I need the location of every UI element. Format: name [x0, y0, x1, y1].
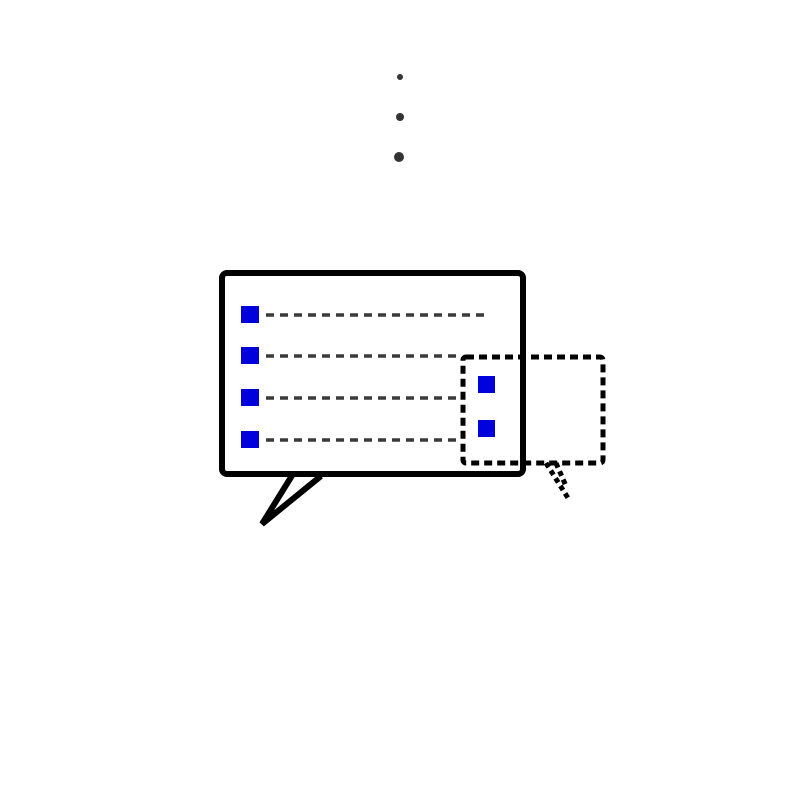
main-speech-bubble	[222, 273, 523, 524]
thinking-dots	[394, 74, 404, 162]
list-bullet	[478, 420, 495, 437]
list-bullet	[241, 431, 259, 448]
thinking-dot-small	[397, 74, 403, 80]
list-bullet	[241, 347, 259, 364]
main-bubble-frame	[222, 273, 523, 474]
list-bullet	[478, 376, 495, 393]
main-bubble-tail	[262, 474, 321, 524]
list-bullet	[241, 389, 259, 406]
thinking-dot-medium	[396, 113, 404, 121]
list-bullet	[241, 306, 259, 323]
thinking-dot-large	[394, 152, 404, 162]
